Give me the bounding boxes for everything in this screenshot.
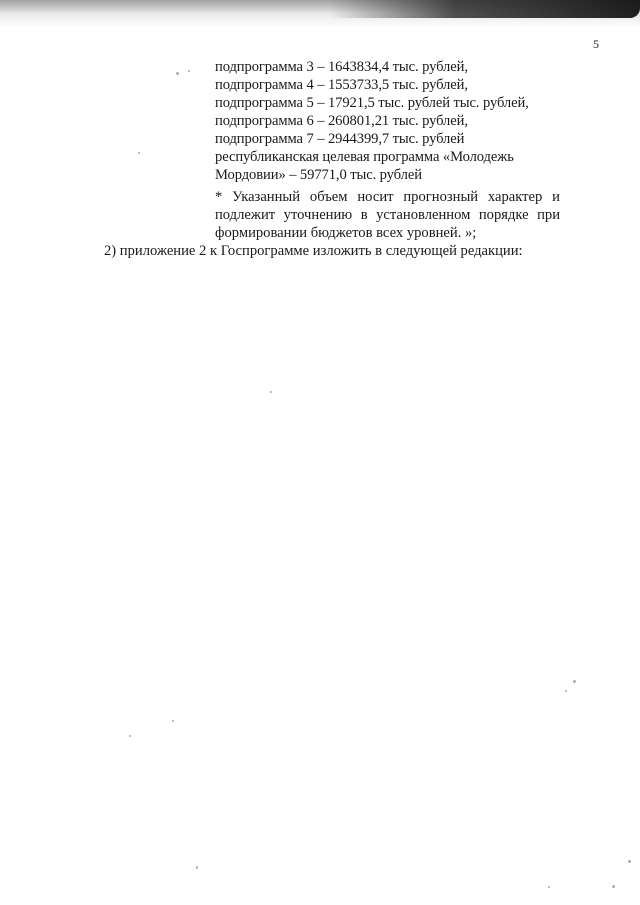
appendix-instruction: 2) приложение 2 к Госпрограмме изложить в следующей редакции: xyxy=(104,243,523,259)
page-number: 5 xyxy=(593,37,599,51)
funding-line-target-program-amount: Мордовии» – 59771,0 тыс. рублей xyxy=(215,167,422,183)
scan-speck xyxy=(612,885,615,888)
scan-speck xyxy=(565,690,567,692)
scan-speck xyxy=(548,886,550,888)
scan-speck xyxy=(188,70,190,72)
funding-line-subprogram-3: подпрограмма 3 – 1643834,4 тыс. рублей, xyxy=(215,59,468,75)
scan-edge-dark-corner xyxy=(330,0,640,18)
scan-speck xyxy=(628,860,631,863)
scan-speck xyxy=(138,152,140,154)
funding-line-subprogram-4: подпрограмма 4 – 1553733,5 тыс. рублей, xyxy=(215,77,468,93)
funding-line-subprogram-5: подпрограмма 5 – 17921,5 тыс. рублей тыс. рублей, xyxy=(215,95,529,111)
forecast-footnote: * Указанный объем носит прогнозный характер и подлежит уточнению в установленном порядке при формировании бюджетов всех уровней. »; xyxy=(215,189,560,241)
funding-line-target-program: республиканская целевая программа «Молодежь xyxy=(215,149,514,165)
scan-speck xyxy=(176,72,179,75)
scan-speck xyxy=(573,680,576,683)
scan-speck xyxy=(270,391,272,393)
funding-line-subprogram-6: подпрограмма 6 – 260801,21 тыс. рублей, xyxy=(215,113,468,129)
scan-speck xyxy=(196,866,198,869)
funding-list xyxy=(215,58,565,184)
funding-line-subprogram-7: подпрограмма 7 – 2944399,7 тыс. рублей xyxy=(215,131,465,147)
scan-speck xyxy=(172,720,174,722)
scan-speck xyxy=(129,735,131,737)
